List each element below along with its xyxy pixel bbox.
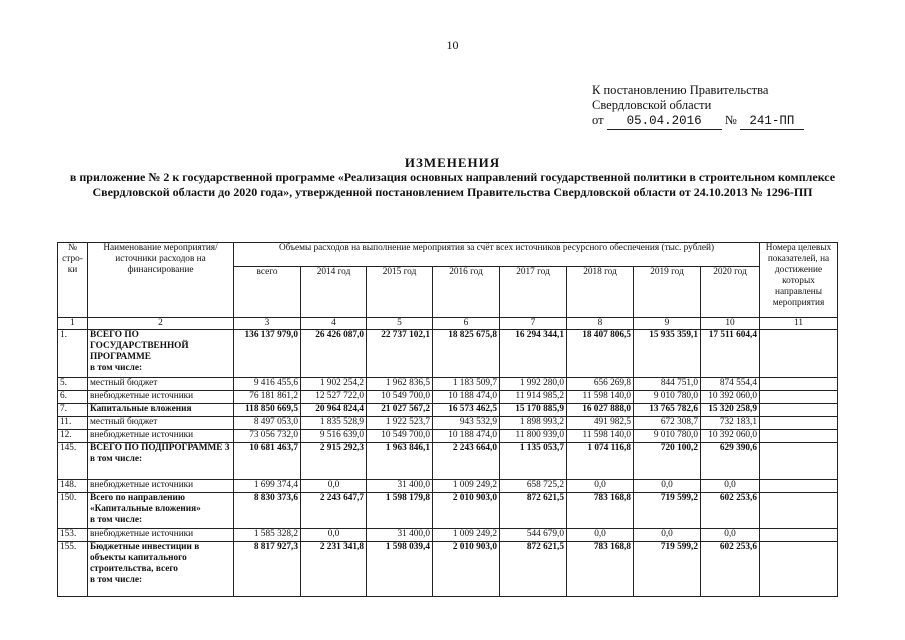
value-year: 1 009 249,2 [433,529,500,542]
column-number: 8 [567,318,634,330]
column-number: 1 [58,318,88,330]
row-number: 153. [58,529,88,542]
row-name-text: внебюджетные источники [90,529,194,539]
value-year: 31 400,0 [367,480,433,493]
value-year: 2 243 664,0 [433,443,500,480]
value-year: 9 010 780,0 [634,430,701,443]
value-total: 8 817 927,3 [234,542,301,597]
table-row [58,430,838,443]
row-targets [760,378,838,391]
value-year: 0,0 [301,480,367,493]
row-number: 12. [58,430,88,443]
value-total: 73 056 732,0 [234,430,301,443]
row-name-text: ВСЕГО ПО ГОСУДАРСТВЕННОЙ ПРОГРАММЕ [90,330,189,362]
column-number-row [58,318,838,330]
header-targets: Номера целевых показателей, на достижение которых направлены мероприятия [760,243,838,318]
from-label: от [592,113,604,127]
row-number: 150. [58,493,88,529]
row-number: 145. [58,443,88,480]
value-year: 719 599,2 [634,542,701,597]
value-year: 602 253,6 [701,542,760,597]
value-year: 2 231 341,8 [301,542,367,597]
header-2020: 2020 год [701,267,760,318]
row-name [88,417,234,430]
document-title: ИЗМЕНЕНИЯ [404,155,501,170]
table-row [58,330,838,378]
value-year: 15 170 885,9 [500,404,567,417]
row-targets [760,493,838,529]
value-year: 16 027 888,0 [567,404,634,417]
header-total: всего [234,267,301,318]
value-total: 136 137 979,0 [234,330,301,378]
row-targets [760,391,838,404]
row-number: 11. [58,417,88,430]
table-row [58,378,838,391]
value-year: 10 188 474,0 [433,391,500,404]
table-row [58,529,838,542]
row-name [88,493,234,529]
row-number: 7. [58,404,88,417]
row-name-text: внебюджетные источники [90,430,194,440]
header-2017: 2017 год [500,267,567,318]
row-targets [760,330,838,378]
value-year: 0,0 [567,480,634,493]
value-year: 1 898 993,2 [500,417,567,430]
value-year: 2 243 647,7 [301,493,367,529]
value-year: 1 835 528,9 [301,417,367,430]
value-year: 1 074 116,8 [567,443,634,480]
header-name: Наименование мероприятия/источники расходов на финансирование [88,243,234,318]
row-targets [760,443,838,480]
value-year: 11 914 985,2 [500,391,567,404]
column-number: 6 [433,318,500,330]
approval-line-3 [592,113,804,130]
value-year: 10 392 060,0 [701,391,760,404]
row-name [88,391,234,404]
header-2014: 2014 год [301,267,367,318]
table-row [58,404,838,417]
value-year: 720 100,2 [634,443,701,480]
value-year: 1 963 846,1 [367,443,433,480]
value-year: 732 183,1 [701,417,760,430]
column-number: 2 [88,318,234,330]
row-name [88,378,234,391]
value-year: 9 516 639,0 [301,430,367,443]
value-total: 76 181 861,2 [234,391,301,404]
value-year: 656 269,8 [567,378,634,391]
row-number: 1. [58,330,88,378]
column-number: 4 [301,318,367,330]
value-total: 1 699 374,4 [234,480,301,493]
row-name [88,404,234,417]
value-year: 15 935 359,1 [634,330,701,378]
row-name [88,542,234,597]
value-year: 11 800 939,0 [500,430,567,443]
row-name [88,430,234,443]
value-year: 629 390,6 [701,443,760,480]
row-name-subtext: в том числе: [90,454,143,464]
row-targets [760,480,838,493]
value-year: 20 964 824,4 [301,404,367,417]
value-year: 872 621,5 [500,542,567,597]
value-year: 874 554,4 [701,378,760,391]
value-total: 118 850 669,5 [234,404,301,417]
table-row [58,443,838,480]
value-year: 844 751,0 [634,378,701,391]
value-year: 22 737 102,1 [367,330,433,378]
value-year: 13 765 782,6 [634,404,701,417]
decree-date: 05.04.2016 [607,114,722,130]
value-year: 544 679,0 [500,529,567,542]
value-year: 0,0 [634,480,701,493]
value-year: 1 598 179,8 [367,493,433,529]
value-year: 491 982,5 [567,417,634,430]
value-year: 9 010 780,0 [634,391,701,404]
row-targets [760,542,838,597]
value-year: 11 598 140,0 [567,391,634,404]
row-name-text: Всего по направлению «Капитальные вложения» [90,493,201,514]
row-number: 148. [58,480,88,493]
column-number: 9 [634,318,701,330]
value-year: 12 527 722,0 [301,391,367,404]
value-year: 10 188 474,0 [433,430,500,443]
approval-line-1: К постановлению Правительства [592,83,769,97]
column-number: 7 [500,318,567,330]
value-year: 1 992 280,0 [500,378,567,391]
row-name-subtext: в том числе: [90,363,143,373]
column-number: 11 [760,318,838,330]
value-year: 672 308,7 [634,417,701,430]
value-year: 10 549 700,0 [367,391,433,404]
row-name [88,480,234,493]
value-total: 1 585 328,2 [234,529,301,542]
value-year: 602 253,6 [701,493,760,529]
table-row [58,480,838,493]
value-year: 1 902 254,2 [301,378,367,391]
header-volumes: Объемы расходов на выполнение мероприятия за счёт всех источников ресурсного обеспечения (тыс. рублей) [234,243,760,267]
value-year: 10 549 700,0 [367,430,433,443]
approval-block [592,83,804,130]
row-name-text: Бюджетные инвестиции в объекты капитального строительства, всего [90,542,200,574]
row-targets [760,417,838,430]
table-row [58,542,838,597]
value-year: 21 027 567,2 [367,404,433,417]
value-year: 1 183 509,7 [433,378,500,391]
row-name-text: Капитальные вложения [90,404,192,414]
document-subtitle: в приложение № 2 к государственной программе «Реализация основных направлений государственной политики в строительном комплексе Свердловской области до 2020 года», утвержденной постановлением Правительства Свердловской области от 24.10.2013 № 1296-ПП [69,170,836,199]
row-name-text: внебюджетные источники [90,480,194,490]
value-year: 1 009 249,2 [433,480,500,493]
table-row [58,493,838,529]
value-year: 11 598 140,0 [567,430,634,443]
header-2019: 2019 год [634,267,701,318]
value-year: 18 407 806,5 [567,330,634,378]
value-year: 943 532,9 [433,417,500,430]
row-name-text: местный бюджет [90,417,158,427]
value-year: 872 621,5 [500,493,567,529]
value-year: 0,0 [301,529,367,542]
row-name-text: ВСЕГО ПО ПОДПРОГРАММЕ 3 [90,443,230,453]
row-number: 155. [58,542,88,597]
value-total: 8 497 053,0 [234,417,301,430]
value-year: 26 426 087,0 [301,330,367,378]
approval-line-2: Свердловской области [592,98,712,112]
row-name [88,529,234,542]
row-targets [760,529,838,542]
row-number: 6. [58,391,88,404]
value-total: 9 416 455,6 [234,378,301,391]
row-name-subtext: в том числе: [90,575,143,585]
table-row [58,391,838,404]
table-row [58,417,838,430]
row-name-text: внебюджетные источники [90,391,194,401]
value-total: 10 681 463,7 [234,443,301,480]
table-body [58,330,838,597]
value-year: 16 294 344,1 [500,330,567,378]
column-number: 10 [701,318,760,330]
value-year: 719 599,2 [634,493,701,529]
value-year: 0,0 [567,529,634,542]
row-name-text: местный бюджет [90,378,158,388]
value-year: 1 135 053,7 [500,443,567,480]
row-name [88,330,234,378]
value-year: 1 922 523,7 [367,417,433,430]
column-number: 3 [234,318,301,330]
row-targets [760,430,838,443]
row-number: 5. [58,378,88,391]
value-year: 0,0 [701,529,760,542]
value-year: 31 400,0 [367,529,433,542]
value-year: 783 168,8 [567,542,634,597]
value-year: 2 010 903,0 [433,542,500,597]
value-year: 658 725,2 [500,480,567,493]
value-year: 16 573 462,5 [433,404,500,417]
row-targets [760,404,838,417]
value-year: 1 962 836,5 [367,378,433,391]
header-2015: 2015 год [367,267,433,318]
value-year: 0,0 [701,480,760,493]
row-name [88,443,234,480]
expenditure-table [57,242,838,597]
value-year: 1 598 039,4 [367,542,433,597]
value-year: 15 320 258,9 [701,404,760,417]
value-year: 783 168,8 [567,493,634,529]
decree-number: 241-ПП [740,114,804,130]
page-number: 10 [446,38,459,52]
value-year: 10 392 060,0 [701,430,760,443]
header-row-number: № стро-ки [58,243,88,318]
row-name-subtext: в том числе: [90,515,143,525]
number-label: № [724,113,737,127]
value-year: 0,0 [634,529,701,542]
value-year: 18 825 675,8 [433,330,500,378]
column-number: 5 [367,318,433,330]
value-total: 8 830 373,6 [234,493,301,529]
value-year: 2 915 292,3 [301,443,367,480]
value-year: 17 511 604,4 [701,330,760,378]
value-year: 2 010 903,0 [433,493,500,529]
header-2016: 2016 год [433,267,500,318]
header-2018: 2018 год [567,267,634,318]
